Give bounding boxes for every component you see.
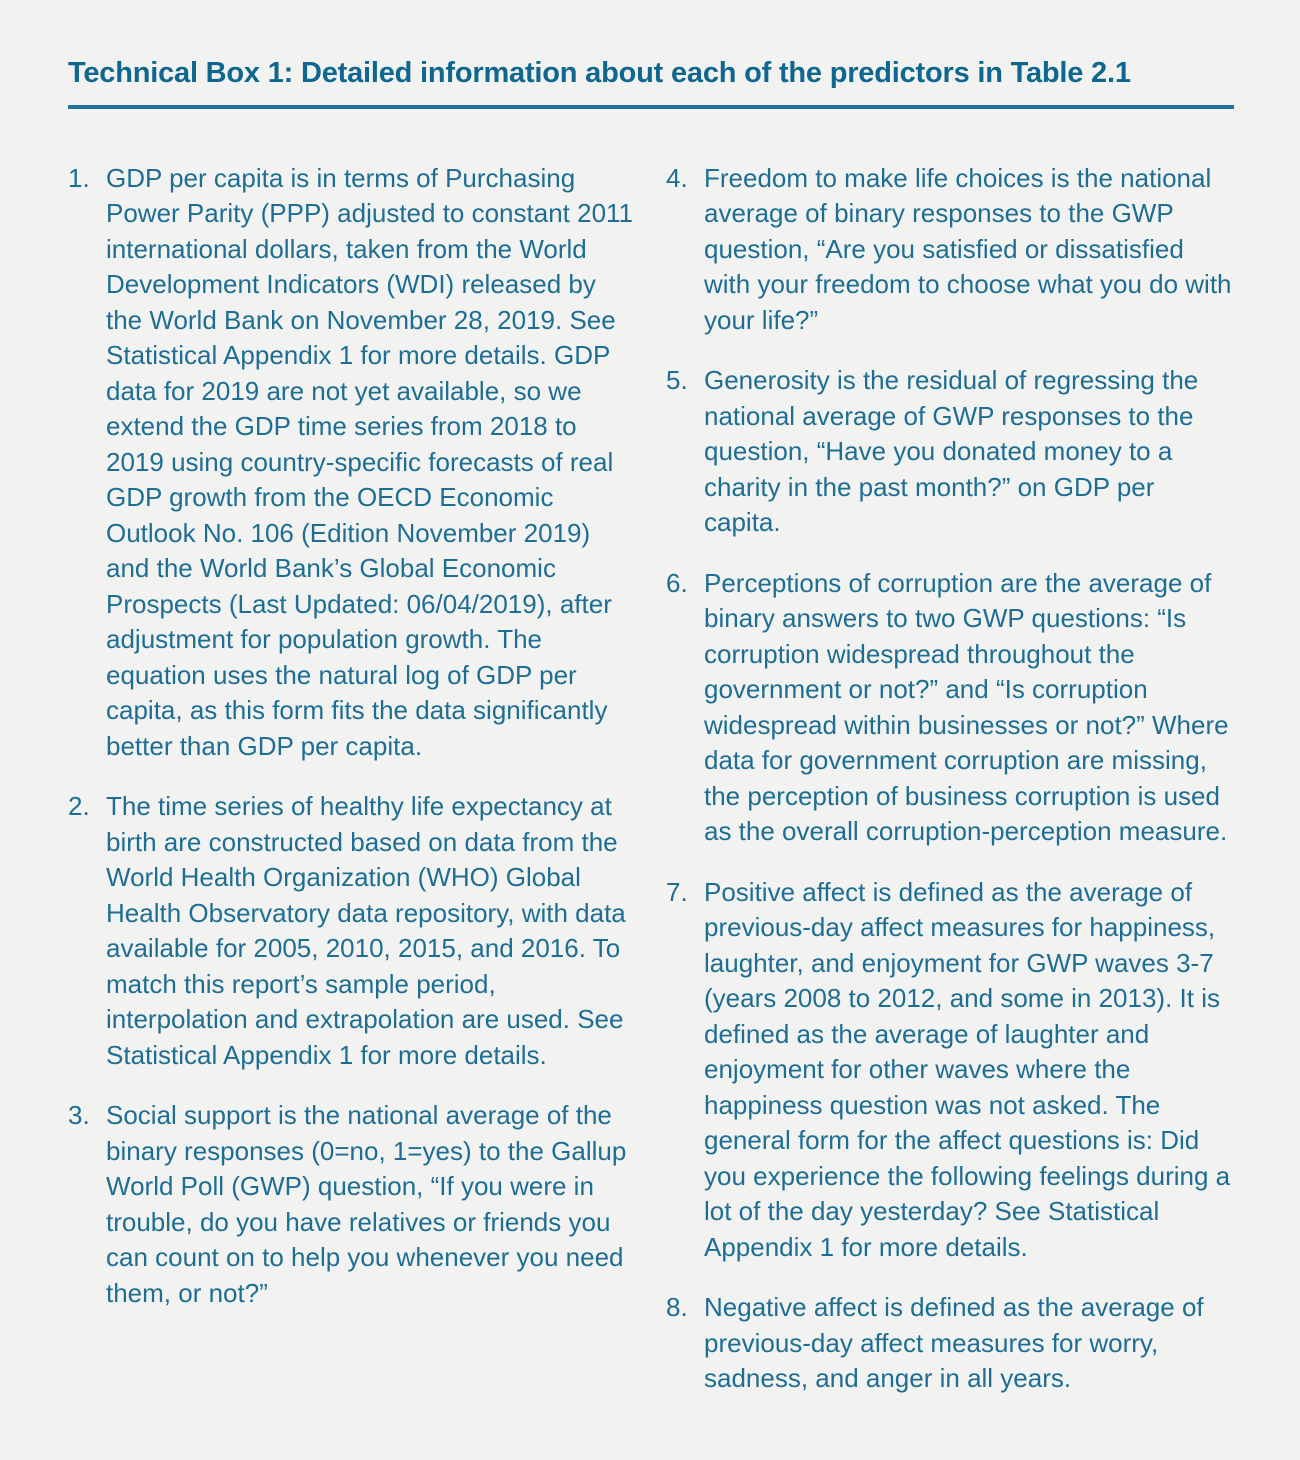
left-column [68, 161, 636, 1397]
list-item-number: 7. [666, 876, 688, 907]
list-item-number: 8. [666, 1292, 688, 1323]
list-item-text: Perceptions of corruption are the average of binary answers to two GWP questions: “Is corruption widespread throughout the government or not?” and “Is corruption widespread within businesses or not?” Where data for government corruption are missing, the perception of business corruption is used as the overall corruption-perception measure. [704, 567, 1229, 847]
list-item-number: 1. [68, 162, 90, 193]
list-item-text: Freedom to make life choices is the national average of binary responses to the GWP question, “Are you satisfied or dissatisfied with your freedom to choose what you do with your life?” [704, 162, 1232, 335]
list-item [666, 363, 1234, 541]
list-item-number: 4. [666, 162, 688, 193]
list-item-text: The time series of healthy life expectancy at birth are constructed based on data from the World Health Organization (WHO) Global Health Observatory data repository, with data available for 2005, 2010, 2015, and 2016. To match this report’s sample period, interpolation and extrapolation are used. See Statistical Appendix 1 for more details. [106, 791, 626, 1070]
list-item-number: 5. [666, 365, 688, 396]
list-item [666, 161, 1234, 339]
list-item-number: 2. [68, 791, 90, 822]
list-item-number: 3. [68, 1100, 90, 1131]
list-item [68, 1098, 636, 1311]
page-title: Technical Box 1: Detailed information about each of the predictors in Table 2.1 [68, 57, 1131, 89]
title-divider [68, 105, 1234, 109]
list-item [666, 1290, 1234, 1397]
list-item-text: GDP per capita is in terms of Purchasing Power Parity (PPP) adjusted to constant 2011 international dollars, taken from the World Development Indicators (WDI) released by the World Bank on November 28, 2019. See Statistical Appendix 1 for more details. GDP data for 2019 are not yet available, so we extend the GDP time series from 2018 to 2019 using country-specific forecasts of real GDP growth from the OECD Economic Outlook No. 106 (Edition November 2019) and the World Bank’s Global Economic Prospects (Last Updated: 06/04/2019), after adjustment for population growth. The equation uses the natural log of GDP per capita, as this form fits the data significantly better than GDP per capita. [106, 162, 634, 761]
list-item-number: 6. [666, 567, 688, 598]
predictor-list-left [68, 161, 636, 1312]
list-item-text: Generosity is the residual of regressing the national average of GWP responses to the question, “Have you donated money to a charity in the past month?” on GDP per capita. [704, 365, 1199, 538]
list-item [68, 789, 636, 1073]
list-item-text: Social support is the national average of the binary responses (0=no, 1=yes) to the Gallup World Poll (GWP) question, “If you were in trouble, do you have relatives or friends you can count on to help you whenever you need them, or not?” [106, 1100, 627, 1308]
right-column [666, 161, 1234, 1397]
list-item-text: Positive affect is defined as the average of previous-day affect measures for happiness, laughter, and enjoyment for GWP waves 3-7 (years 2008 to 2012, and some in 2013). It is defined as the average of laughter and enjoyment for other waves where the happiness question was not asked. The general form for the affect questions is: Did you experience the following feelings during a lot of the day yesterday? See Statistical Appendix 1 for more details. [704, 876, 1231, 1262]
list-item [666, 566, 1234, 850]
predictor-list-right [666, 161, 1234, 1397]
list-item [666, 875, 1234, 1266]
two-column-layout [68, 161, 1234, 1397]
list-item [68, 161, 636, 765]
list-item-text: Negative affect is defined as the average of previous-day affect measures for worry, sadness, and anger in all years. [704, 1292, 1204, 1394]
